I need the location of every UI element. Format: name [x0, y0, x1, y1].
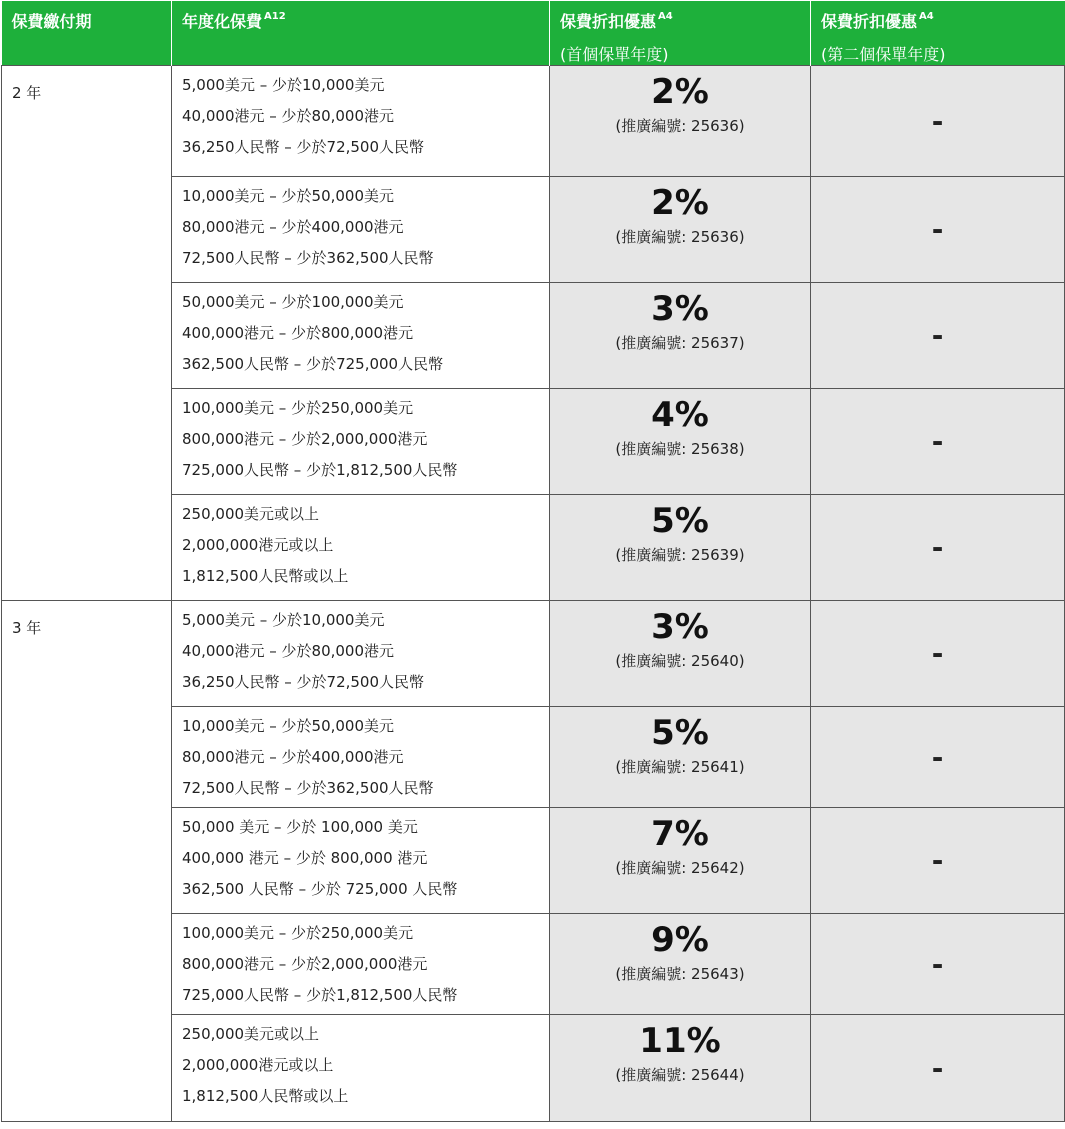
premium-range-line: 40,000港元 – 少於80,000港元 — [182, 642, 395, 660]
premium-range-line: 800,000港元 – 少於2,000,000港元 — [182, 430, 428, 448]
second-year-discount-cell: - — [811, 177, 1065, 283]
second-year-discount-cell: - — [811, 283, 1065, 389]
first-year-discount-cell — [550, 283, 811, 389]
second-year-discount-cell: - — [811, 808, 1065, 914]
premium-range-line: 10,000美元 – 少於50,000美元 — [182, 187, 395, 205]
premium-range-line: 250,000美元或以上 — [182, 505, 320, 523]
table-row — [2, 66, 1065, 177]
promotion-code: (推廣編號: 25641) — [615, 758, 745, 776]
premium-range-line: 80,000港元 – 少於400,000港元 — [182, 218, 404, 236]
first-year-discount-cell — [550, 707, 811, 808]
second-year-discount-cell: - — [811, 1015, 1065, 1122]
table-header-row — [2, 1, 1065, 66]
header-first-year-discount-label: 保費折扣優惠 — [560, 12, 657, 31]
premium-range-line: 5,000美元 – 少於10,000美元 — [182, 76, 385, 94]
second-year-discount-cell: - — [811, 495, 1065, 601]
premium-range-cell — [172, 601, 550, 707]
premium-range-cell — [172, 808, 550, 914]
promotion-code: (推廣編號: 25643) — [615, 965, 745, 983]
premium-range-line: 5,000美元 – 少於10,000美元 — [182, 611, 385, 629]
premium-range-cell — [172, 1015, 550, 1122]
header-first-year-discount — [550, 1, 811, 66]
discount-percentage: 5% — [651, 501, 709, 541]
premium-range-cell — [172, 495, 550, 601]
premium-range-line: 50,000 美元 – 少於 100,000 美元 — [182, 818, 418, 836]
premium-range-line: 400,000港元 – 少於800,000港元 — [182, 324, 414, 342]
premium-range-line: 40,000港元 – 少於80,000港元 — [182, 107, 395, 125]
header-annualized-premium — [172, 1, 550, 66]
second-year-discount-cell: - — [811, 389, 1065, 495]
premium-range-line: 725,000人民幣 – 少於1,812,500人民幣 — [182, 986, 458, 1004]
second-year-discount-cell: - — [811, 914, 1065, 1015]
first-year-discount-cell — [550, 1015, 811, 1122]
premium-range-line: 100,000美元 – 少於250,000美元 — [182, 924, 414, 942]
premium-range-line: 36,250人民幣 – 少於72,500人民幣 — [182, 673, 425, 691]
premium-range-line: 80,000港元 – 少於400,000港元 — [182, 748, 404, 766]
first-year-discount-cell — [550, 914, 811, 1015]
premium-range-line: 2,000,000港元或以上 — [182, 536, 334, 554]
discount-percentage: 5% — [651, 713, 709, 753]
discount-percentage: 9% — [651, 920, 709, 960]
discount-percentage: 3% — [651, 607, 709, 647]
header-annualized-premium-note: A12 — [264, 10, 286, 22]
premium-range-line: 1,812,500人民幣或以上 — [182, 1087, 349, 1105]
premium-range-cell — [172, 66, 550, 177]
premium-range-line: 100,000美元 – 少於250,000美元 — [182, 399, 414, 417]
first-year-discount-cell — [550, 601, 811, 707]
discount-percentage: 2% — [651, 183, 709, 223]
premium-range-cell — [172, 177, 550, 283]
premium-range-cell — [172, 283, 550, 389]
premium-range-line: 362,500人民幣 – 少於725,000人民幣 — [182, 355, 444, 373]
promotion-code: (推廣編號: 25636) — [615, 228, 745, 246]
first-year-discount-cell — [550, 177, 811, 283]
discount-percentage: 3% — [651, 289, 709, 329]
promotion-code: (推廣編號: 25637) — [615, 334, 745, 352]
premium-range-line: 250,000美元或以上 — [182, 1025, 320, 1043]
header-second-year-discount — [811, 1, 1065, 66]
premium-range-line: 400,000 港元 – 少於 800,000 港元 — [182, 849, 428, 867]
premium-range-line: 72,500人民幣 – 少於362,500人民幣 — [182, 779, 434, 797]
header-annualized-premium-label: 年度化保費 — [182, 12, 263, 31]
promotion-code: (推廣編號: 25644) — [615, 1066, 745, 1084]
premium-discount-table — [1, 1, 1065, 1122]
first-year-discount-cell — [550, 495, 811, 601]
header-second-year-discount-sub: (第二個保單年度) — [821, 45, 946, 64]
premium-range-line: 10,000美元 – 少於50,000美元 — [182, 717, 395, 735]
payment-term-cell: 2 年 — [2, 66, 172, 601]
second-year-discount-cell: - — [811, 707, 1065, 808]
first-year-discount-cell — [550, 808, 811, 914]
second-year-discount-cell: - — [811, 601, 1065, 707]
premium-range-line: 800,000港元 – 少於2,000,000港元 — [182, 955, 428, 973]
premium-range-cell — [172, 707, 550, 808]
header-first-year-discount-sub: (首個保單年度) — [560, 45, 669, 64]
premium-range-line: 36,250人民幣 – 少於72,500人民幣 — [182, 138, 425, 156]
promotion-code: (推廣編號: 25639) — [615, 546, 745, 564]
first-year-discount-cell — [550, 66, 811, 177]
second-year-discount-cell: - — [811, 66, 1065, 177]
promotion-code: (推廣編號: 25638) — [615, 440, 745, 458]
discount-percentage: 4% — [651, 395, 709, 435]
discount-percentage: 2% — [651, 72, 709, 112]
promotion-code: (推廣編號: 25636) — [615, 117, 745, 135]
discount-percentage: 7% — [651, 814, 709, 854]
premium-range-line: 72,500人民幣 – 少於362,500人民幣 — [182, 249, 434, 267]
promotion-code: (推廣編號: 25640) — [615, 652, 745, 670]
first-year-discount-cell — [550, 389, 811, 495]
premium-range-line: 1,812,500人民幣或以上 — [182, 567, 349, 585]
premium-range-cell — [172, 914, 550, 1015]
header-second-year-discount-note: A4 — [919, 10, 934, 22]
promotion-code: (推廣編號: 25642) — [615, 859, 745, 877]
premium-range-line: 362,500 人民幣 – 少於 725,000 人民幣 — [182, 880, 458, 898]
discount-percentage: 11% — [639, 1021, 721, 1061]
header-payment-term — [2, 1, 172, 66]
payment-term-cell: 3 年 — [2, 601, 172, 1122]
premium-range-cell — [172, 389, 550, 495]
premium-range-line: 725,000人民幣 – 少於1,812,500人民幣 — [182, 461, 458, 479]
premium-range-line: 50,000美元 – 少於100,000美元 — [182, 293, 404, 311]
premium-range-line: 2,000,000港元或以上 — [182, 1056, 334, 1074]
header-payment-term-label: 保費繳付期 — [11, 12, 92, 31]
table-row — [2, 601, 1065, 707]
header-second-year-discount-label: 保費折扣優惠 — [821, 12, 918, 31]
header-first-year-discount-note: A4 — [658, 10, 673, 22]
